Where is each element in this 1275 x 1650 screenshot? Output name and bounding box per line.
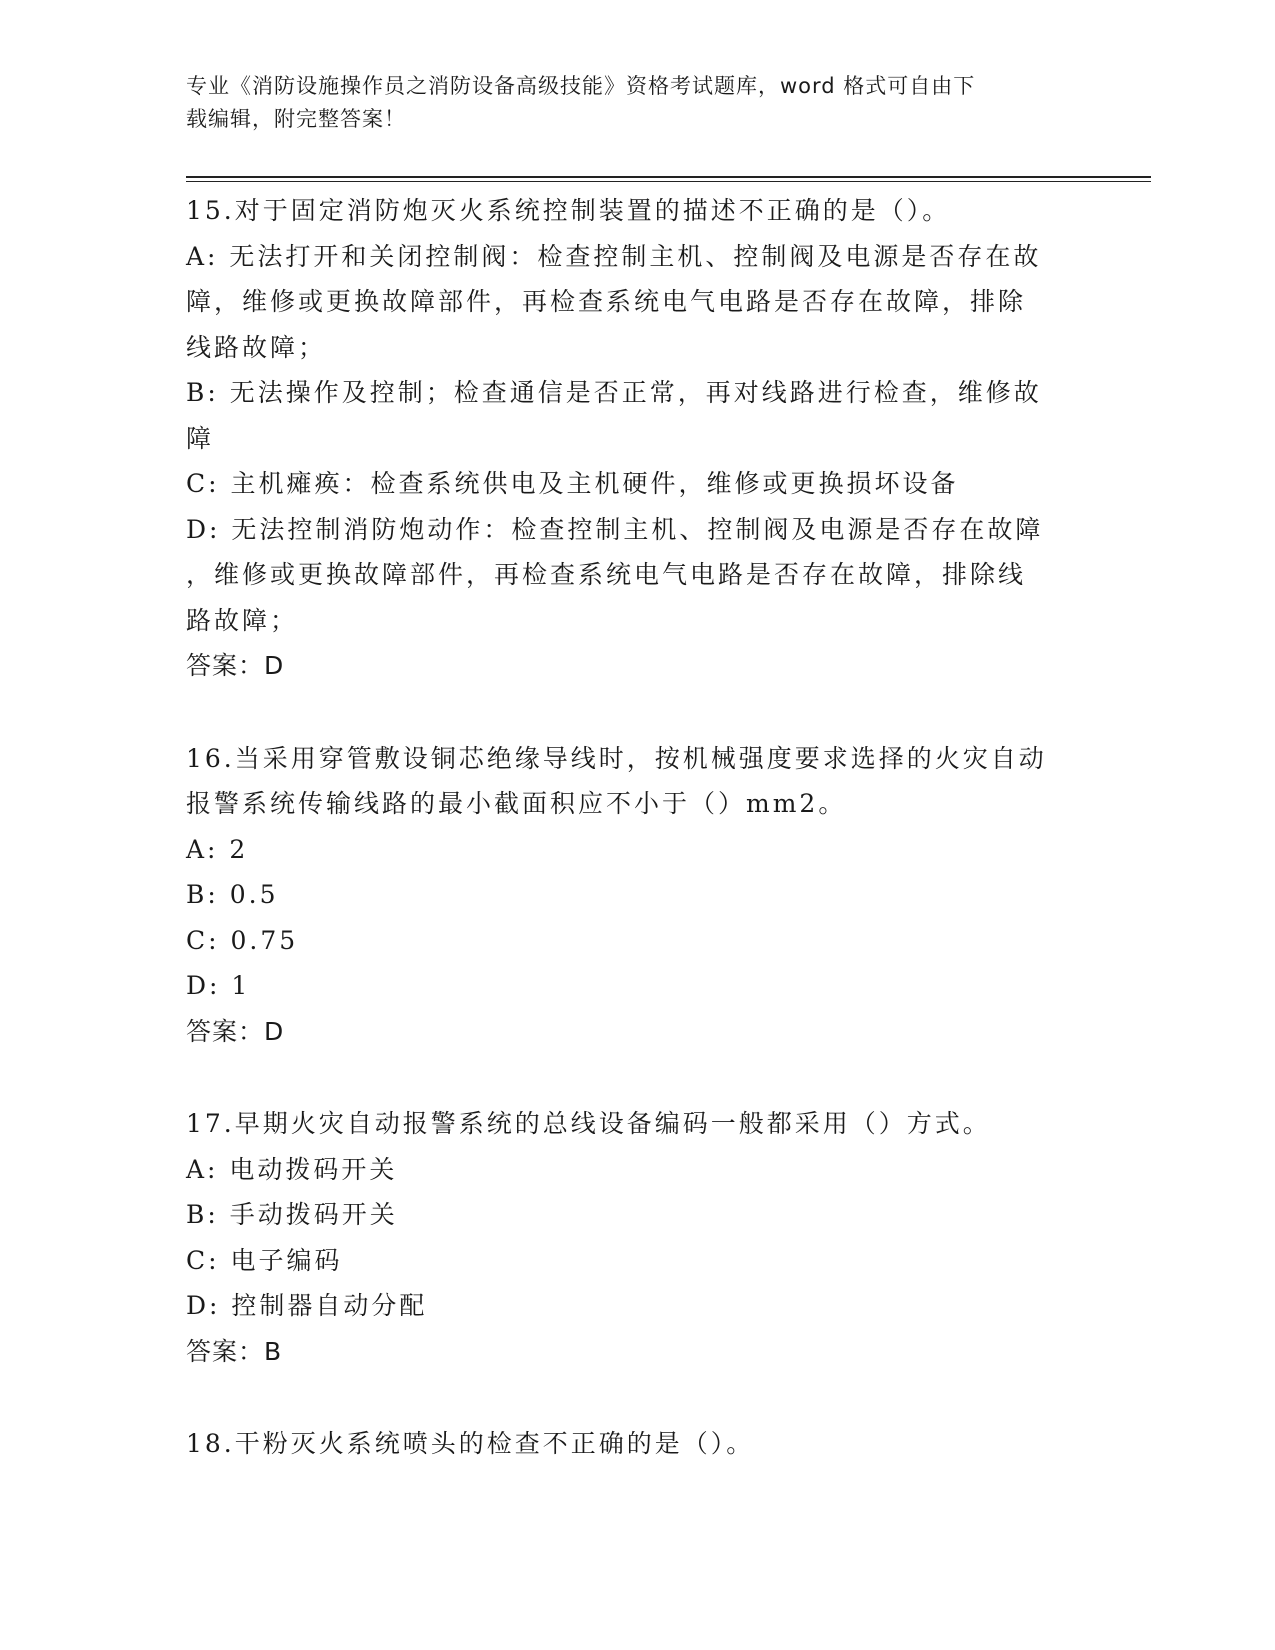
answer-line: 答案：D: [186, 1016, 285, 1046]
option-line: C: 电子编码: [186, 1245, 343, 1275]
option-line: C: 0.75: [186, 925, 299, 955]
header-divider-thin: [186, 181, 1151, 182]
option-line: D: 控制器自动分配: [186, 1291, 428, 1320]
option-line: B: 手动拨码开关: [186, 1200, 398, 1229]
option-line: 障: [186, 423, 215, 453]
answer-line: 答案：B: [186, 1336, 283, 1366]
header-divider-thick: [186, 176, 1151, 178]
question-block: [186, 736, 1076, 1055]
document-header: [186, 70, 1076, 136]
question-stem-line: 报警系统传输线路的最小截面积应不小于（）mm2。: [186, 789, 847, 818]
option-line: D: 无法控制消防炮动作：检查控制主机、控制阀及电源是否存在故障: [186, 514, 1044, 544]
question-block: [186, 188, 1076, 689]
question-stem-line: 16.当采用穿管敷设铜芯绝缘导线时，按机械强度要求选择的火灾自动: [186, 743, 1047, 773]
option-line: A: 无法打开和关闭控制阀：检查控制主机、控制阀及电源是否存在故: [186, 241, 1042, 271]
question-stem-line: 17.早期火灾自动报警系统的总线设备编码一般都采用（）方式。: [186, 1109, 991, 1138]
question-stem-line: 18.干粉灭火系统喷头的检查不正确的是（）。: [186, 1429, 755, 1458]
question-block: [186, 1101, 1076, 1374]
option-line: 线路故障；: [186, 332, 327, 362]
option-line: 障，维修或更换故障部件，再检查系统电气电路是否存在故障，排除: [186, 287, 1027, 316]
option-line: C: 主机瘫痪：检查系统供电及主机硬件，维修或更换损坏设备: [186, 469, 959, 498]
option-line: B: 0.5: [186, 880, 279, 909]
header-line-2: 载编辑，附完整答案！: [186, 107, 406, 131]
option-line: A: 电动拨码开关: [186, 1154, 398, 1184]
option-line: ，维修或更换故障部件，再检查系统电气电路是否存在故障，排除线: [186, 560, 1027, 589]
question-list: [186, 188, 1076, 1514]
header-line-1: 专业《消防设施操作员之消防设备高级技能》资格考试题库，word 格式可自由下: [186, 74, 976, 98]
answer-line: 答案：D: [186, 651, 285, 680]
option-line: D: 1: [186, 971, 251, 1000]
question-block: [186, 1421, 1076, 1467]
question-stem-line: 15.对于固定消防炮灭火系统控制装置的描述不正确的是（）。: [186, 196, 951, 225]
option-line: 路故障；: [186, 605, 299, 635]
option-line: B: 无法操作及控制；检查通信是否正常，再对线路进行检查，维修故: [186, 378, 1042, 407]
option-line: A: 2: [186, 834, 249, 864]
